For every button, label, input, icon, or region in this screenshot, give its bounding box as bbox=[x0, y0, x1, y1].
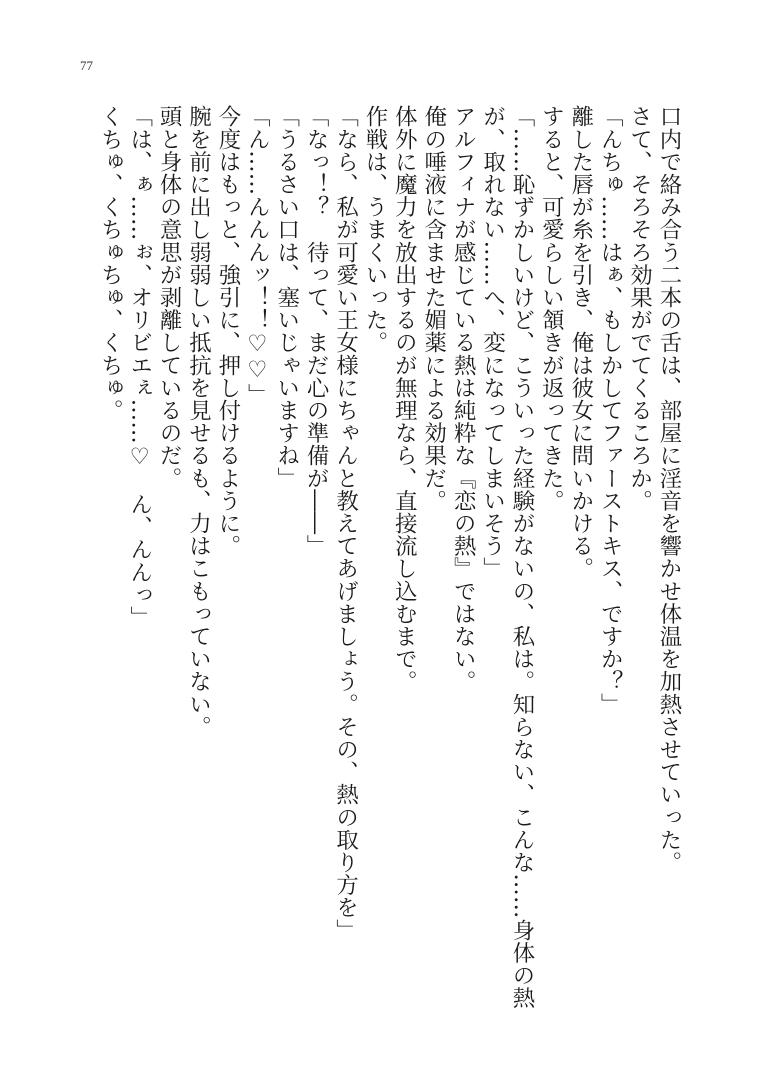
text-line: 「なら、私が可愛い王女様にちゃんと教えてあげましょう。その、熱の取り方を」 bbox=[332, 105, 359, 942]
text-line: 「……恥ずかしいけど、こういった経験がないの、私は。知らない、こんな……身体の熱 bbox=[508, 105, 535, 1009]
text-line: 「は、ぁ……ぉ、オリビエぇ……♡ ん、んんっ」 bbox=[126, 105, 153, 629]
text-line: 「ん……んんんッ！！♡♡」 bbox=[244, 105, 271, 406]
text-line: が、取れない……へ、変になってしまいそう」 bbox=[479, 105, 506, 580]
text-line: 作戦は、うまくいった。 bbox=[361, 105, 388, 354]
text-line: 離した唇が糸を引き、俺は彼女に問いかける。 bbox=[567, 105, 594, 580]
text-line: 頭と身体の意思が剥離しているのだ。 bbox=[156, 105, 183, 490]
text-line: 俺の唾液に含ませた媚薬による効果だ。 bbox=[420, 105, 447, 512]
page-number: 77 bbox=[80, 58, 93, 73]
text-line: すると、可愛らしい頷きが返ってきた。 bbox=[538, 105, 565, 512]
text-line: アルフィナが感じている熱は純粋な『恋の熱』ではない。 bbox=[450, 105, 477, 693]
text-line: さて、そろそろ効果がでてくるころか。 bbox=[626, 105, 653, 512]
text-line: 「うるさい口は、塞いじゃいますね」 bbox=[273, 105, 300, 490]
text-line: 今度はもっと、強引に、押し付けるように。 bbox=[214, 105, 241, 557]
text-line: 口内で絡み合う二本の舌は、部屋に淫音を響かせ体温を加熱させていった。 bbox=[656, 105, 682, 874]
text-line: くちゅ、くちゅちゅ、くちゅ。 bbox=[97, 105, 124, 422]
text-line: 「なっ！？ 待って、まだ心の準備が――」 bbox=[303, 105, 330, 557]
text-line: 体外に魔力を放出するのが無理なら、直接流し込むまで。 bbox=[391, 105, 418, 693]
text-line: 「んちゅ……はぁ、もしかしてファーストキス、ですか？」 bbox=[597, 105, 624, 716]
text-line: 腕を前に出し弱弱しい抵抗を見せるも、力はこもっていない。 bbox=[185, 105, 212, 738]
vertical-text-body bbox=[83, 105, 683, 1010]
